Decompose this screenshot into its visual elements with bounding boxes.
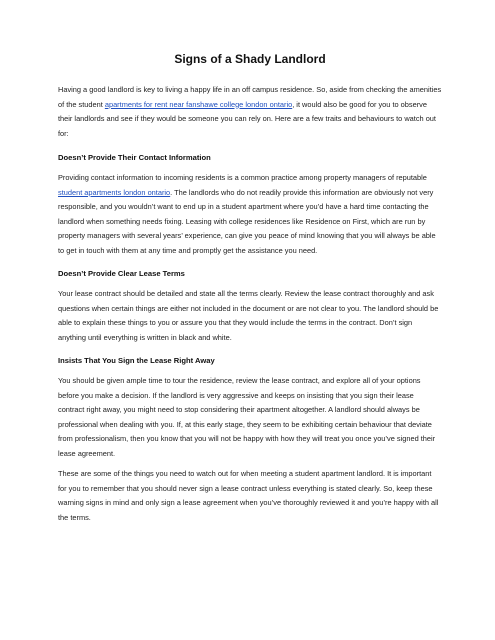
student-apartments-link[interactable]: student apartments london ontario [58,187,171,197]
section-paragraph-contact-info [58,171,442,258]
section-paragraph-lease-terms: Your lease contract should be detailed and state all the terms clearly. Review the lease contract thoroughly and ask questions when certain things are either not included in the document or are not clear to you. The landlord should be able to explain these things to you or assure you that they would include the terms in the contract. Don’t sign anything until everything is written in black and white. [58,289,439,342]
contact-text-before-link: Providing contact information to incoming residents is a common practice among property managers of reputable [58,173,427,182]
intro-text-after-link: , it would also be good for you to observe their landlords and see if they would be someone you can rely on. Here are a few traits and behaviours to watch out for: [58,99,436,138]
document-title: Signs of a Shady Landlord [174,52,326,66]
intro-text-before-link: Having a good landlord is key to living a happy life in an off campus residence. So, aside from checking the amenities of the student [58,85,442,109]
section-heading-contact-info: Doesn’t Provide Their Contact Information [58,153,211,162]
section-heading-lease-terms: Doesn’t Provide Clear Lease Terms [58,269,185,278]
section-paragraph-sign-right-away: You should be given ample time to tour the residence, review the lease contract, and explore all of your options before you make a decision. If the landlord is very aggressive and keeps on insisting that you sign their lease contract right away, you might need to stop considering their apartment altogether. A landlord should always be professional when dealing with you. If, at this early stage, they seem to be exhibiting certain behaviour that deviate from professionalism, then you know that you will not be happy with how they will treat you once you’ve signed their lease agreement. [58,376,436,458]
closing-paragraph: These are some of the things you need to watch out for when meeting a student apartment landlord. It is important for you to remember that you should never sign a lease contract unless everything is stated clearly. So, keep these warning signs in mind and only sign a lease agreement when you’ve thoroughly reviewed it and you’re happy with all the terms. [58,469,439,522]
section-heading-sign-right-away: Insists That You Sign the Lease Right Away [58,356,215,365]
intro-paragraph [58,83,442,141]
contact-text-after-link: . The landlords who do not readily provide this information are obviously not very responsible, and you wouldn’t want to end up in a student apartment where you’d have a hard time contacting the landlord when something needs fixing. Leasing with college residences like Residence on First, which are run by property managers with several years’ experience, can give you peace of mind knowing that you will always be able to get in touch with them at any time and promptly get the assistance you need. [58,187,436,255]
document-page [58,0,442,525]
apartments-link[interactable]: apartments for rent near fanshawe college london ontario [104,99,293,109]
